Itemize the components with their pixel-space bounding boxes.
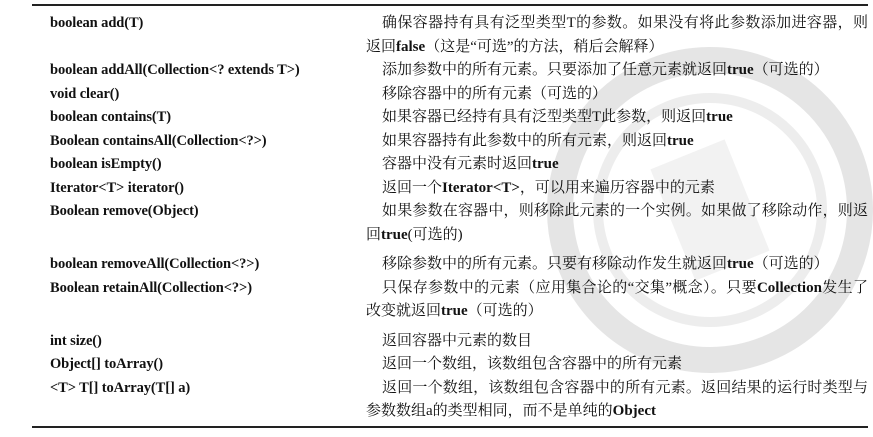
method-description: 移除参数中的所有元素。只要有移除动作发生就返回true（可选的）	[382, 256, 829, 272]
method-signature: boolean isEmpty()	[50, 156, 162, 172]
table-row	[32, 353, 868, 377]
method-description: 返回一个数组，该数组包含容器中的所有元素。返回结果的运行时类型与参数数组a的类型相同，而不是单纯的Object	[366, 379, 868, 419]
table-row	[32, 330, 868, 354]
method-signature: int size()	[50, 332, 102, 349]
method-signature: Boolean retainAll(Collection<?>)	[50, 279, 252, 296]
method-signature: Boolean containsAll(Collection<?>)	[50, 132, 267, 149]
method-description: 返回容器中元素的数目	[382, 332, 533, 349]
method-signature: Iterator<T> iterator()	[50, 179, 184, 196]
method-description: 移除容器中的所有元素（可选的）	[382, 85, 608, 102]
method-description: 只保存参数中的元素（应用集合论的“交集”概念）。只要Collection发生了改变就返回true（可选的）	[366, 279, 868, 319]
table-row	[32, 200, 868, 247]
method-description: 确保容器持有具有泛型类型T的参数。如果没有将此参数添加进容器，则返回false（这是“可选”的方法，稍后会解释）	[366, 15, 868, 55]
table-row	[32, 130, 868, 154]
method-description: 返回一个Iterator<T>，可以用来遍历容器中的元素	[382, 179, 715, 196]
method-description: 添加参数中的所有元素。只要添加了任意元素就返回true（可选的）	[382, 62, 829, 78]
method-description: 返回一个数组，该数组包含容器中的所有元素	[382, 356, 683, 372]
table-row	[32, 12, 868, 59]
method-signature: void clear()	[50, 85, 120, 102]
table-row	[32, 253, 868, 277]
table-row	[32, 277, 868, 324]
method-signature: Object[] toArray()	[50, 356, 163, 372]
method-signature: boolean contains(T)	[50, 109, 171, 125]
table-top-rule	[32, 4, 868, 6]
method-table	[32, 12, 868, 424]
table-row	[32, 83, 868, 107]
table-row	[32, 377, 868, 424]
method-description: 容器中没有元素时返回true	[382, 156, 559, 172]
method-signature: boolean addAll(Collection<? extends T>)	[50, 62, 300, 78]
method-signature: Boolean remove(Object)	[50, 203, 199, 219]
table-row	[32, 59, 868, 83]
method-signature: boolean removeAll(Collection<?>)	[50, 256, 260, 272]
method-signature: <T> T[] toArray(T[] a)	[50, 379, 191, 396]
table-row	[32, 153, 868, 177]
table-row	[32, 106, 868, 130]
method-signature: boolean add(T)	[50, 15, 144, 31]
method-description: 如果容器持有此参数中的所有元素，则返回true	[382, 132, 694, 149]
method-description: 如果容器已经持有具有泛型类型T此参数，则返回true	[382, 109, 733, 125]
table-bottom-rule	[32, 426, 868, 428]
method-description: 如果参数在容器中，则移除此元素的一个实例。如果做了移除动作，则返回true(可选的)	[366, 203, 868, 243]
table-row	[32, 177, 868, 201]
